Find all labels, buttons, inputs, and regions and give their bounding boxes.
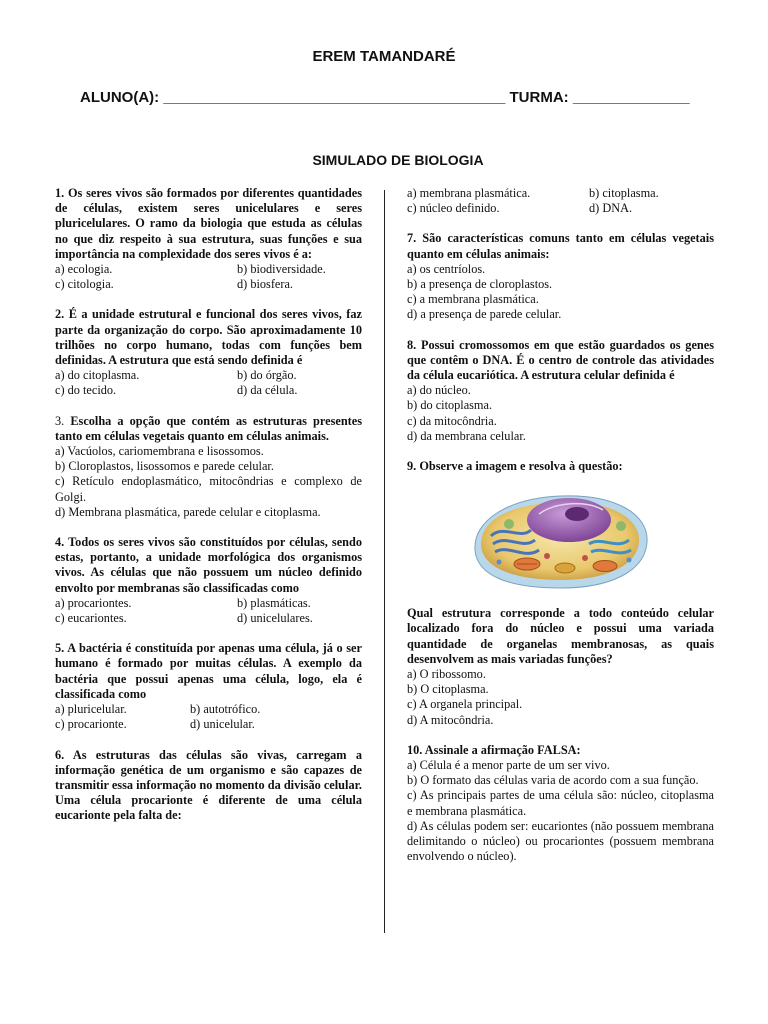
question-8	[407, 338, 714, 444]
question-stem	[407, 338, 714, 384]
option-a[interactable]: a) do citoplasma.	[55, 368, 140, 383]
option-d[interactable]: d) unicelulares.	[237, 611, 313, 626]
option-c[interactable]: c) Retículo endoplasmático, mitocôndrias e complexo de Golgi.	[55, 474, 362, 504]
option-d[interactable]: d) As células podem ser: eucariontes (não possuem membrana delimitando o núcleo) ou procariontes (possuem membrana envolvendo o núcleo).	[407, 818, 714, 864]
option-a[interactable]: a) Vacúolos, cariomembrana e lisossomos.	[55, 444, 264, 459]
question-number: 7.	[407, 231, 417, 246]
student-name-class-line: ALUNO(A): _________________________________________ TURMA: ______________	[80, 89, 690, 106]
question-9	[407, 459, 714, 728]
question-number: 1.	[55, 186, 65, 200]
option-a[interactable]: a) pluricelular.	[55, 702, 127, 717]
question-text: Observe a imagem e resolva à questão:	[419, 459, 623, 474]
option-d[interactable]: d) Membrana plasmática, parede celular e citoplasma.	[55, 504, 321, 519]
question-text: Escolha a opção que contém as estruturas presentes tanto em células vegetais quanto em células animais.	[55, 413, 363, 443]
question-stem	[55, 535, 362, 596]
option-a[interactable]: a) ecologia.	[55, 262, 113, 277]
question-7	[407, 231, 714, 322]
question-number: 4.	[55, 535, 65, 550]
question-stem	[55, 186, 362, 262]
option-c[interactable]: c) núcleo definido.	[407, 201, 500, 216]
question-text: As estruturas das células são vivas, carregam a informação genética de um organismo e são capazes de transmitir essa informação no momento da divisão celular. Uma célula procarionte é diferente de uma célula eucarionte pela falta de:	[55, 747, 362, 823]
question-9-prompt: Qual estrutura corresponde a todo conteúdo celular localizado fora do núcleo e possui uma variada quantidade de organelas membranosas, as quais desenvolvem as mais variadas funções?	[407, 606, 714, 666]
option-a[interactable]: a) do núcleo.	[407, 383, 471, 398]
question-number: 5.	[55, 641, 65, 656]
options-list	[407, 186, 714, 216]
option-a[interactable]: a) O ribossomo.	[407, 667, 486, 682]
option-a[interactable]: a) os centríolos.	[407, 261, 486, 276]
option-b[interactable]: b) a presença de cloroplastos.	[407, 277, 553, 292]
question-text: São características comuns tanto em células vegetais quanto em células animais:	[407, 231, 714, 261]
question-text: Os seres vivos são formados por diferentes quantidades de células, existem seres unicelulares e seres pluricelulares. O ramo da biologia que estuda as células no que diz respeito à sua estrutura, suas funções e sua importância na complexidade dos seres vivos é a:	[55, 186, 362, 261]
option-c[interactable]: c) eucariontes.	[55, 611, 127, 626]
question-stem	[55, 748, 362, 824]
option-b[interactable]: b) citoplasma.	[589, 186, 659, 200]
option-a[interactable]: a) membrana plasmática.	[407, 186, 531, 200]
question-text: Todos os seres vivos são constituídos por células, sendo estas, portanto, a unidade morfológica dos organismos vivos. As células que não possuem um núcleo definido envolto por membranas são classificadas como	[55, 535, 362, 595]
options-list	[55, 262, 362, 292]
question-3	[55, 414, 362, 520]
question-number: 3.	[55, 413, 65, 428]
question-number: 10.	[407, 742, 423, 757]
option-c[interactable]: c) citologia.	[55, 277, 114, 292]
animal-cell-illustration	[469, 480, 653, 592]
option-b[interactable]: b) plasmáticas.	[237, 595, 311, 610]
option-a[interactable]: a) procariontes.	[55, 595, 132, 610]
column-divider	[384, 190, 385, 933]
question-10	[407, 743, 714, 865]
option-c[interactable]: c) a membrana plasmática.	[407, 292, 539, 307]
option-d[interactable]: d) DNA.	[589, 201, 633, 216]
question-stem	[407, 231, 714, 261]
option-d[interactable]: d) unicelular.	[190, 717, 255, 732]
option-c[interactable]: c) do tecido.	[55, 383, 117, 398]
question-stem	[407, 743, 714, 758]
option-b[interactable]: b) do órgão.	[237, 368, 297, 383]
question-text: Possui cromossomos em que estão guardados os genes que contêm o DNA. É o centro de controle das atividades da célula eucariótica. A estrutura celular definida é	[407, 337, 714, 383]
question-number: 2.	[55, 307, 65, 322]
option-b[interactable]: b) Cloroplastos, lisossomos e parede celular.	[55, 459, 274, 474]
option-c[interactable]: c) A organela principal.	[407, 697, 523, 712]
options-list	[55, 596, 362, 626]
options-list	[55, 702, 362, 732]
option-b[interactable]: b) autotrófico.	[190, 702, 261, 717]
option-c[interactable]: c) As principais partes de uma célula são: núcleo, citoplasma e membrana plasmática.	[407, 788, 714, 818]
option-c[interactable]: c) procarionte.	[55, 717, 127, 732]
options-list	[55, 368, 362, 398]
option-d[interactable]: d) da membrana celular.	[407, 428, 526, 443]
question-4	[55, 535, 362, 626]
question-number: 9.	[407, 459, 417, 474]
option-d[interactable]: d) A mitocôndria.	[407, 712, 494, 727]
question-stem	[55, 414, 362, 444]
question-text: A bactéria é constituída por apenas uma célula, já o ser humano é formado por muitas células. A exemplo da bactéria que possui apenas uma célula, logo, ela é classificada como	[55, 641, 362, 701]
exam-title: SIMULADO DE BIOLOGIA	[312, 152, 484, 168]
question-6-options	[407, 186, 714, 216]
question-stem	[407, 459, 714, 474]
question-2	[55, 307, 362, 398]
question-stem	[55, 307, 362, 368]
question-stem	[55, 641, 362, 702]
option-c[interactable]: c) da mitocôndria.	[407, 413, 497, 428]
option-d[interactable]: d) da célula.	[237, 383, 298, 398]
option-d[interactable]: d) biosfera.	[237, 277, 293, 292]
question-6	[55, 748, 362, 824]
question-text: É a unidade estrutural e funcional dos seres vivos, faz parte da organização do corpo. São aproximadamente 10 trilhões no corpo humano, todas com funções bem definidas. A estrutura que está sendo definida é	[55, 307, 362, 368]
left-column	[55, 186, 362, 839]
question-number: 8.	[407, 337, 417, 352]
question-1	[55, 186, 362, 292]
option-b[interactable]: b) do citoplasma.	[407, 398, 493, 413]
right-column	[407, 186, 714, 880]
option-d[interactable]: d) a presença de parede celular.	[407, 307, 562, 322]
question-text: Assinale a afirmação FALSA:	[424, 742, 581, 757]
option-a[interactable]: a) Célula é a menor parte de um ser vivo.	[407, 758, 610, 773]
option-b[interactable]: b) O formato das células varia de acordo com a sua função.	[407, 773, 699, 788]
option-b[interactable]: b) O citoplasma.	[407, 682, 489, 697]
school-name: EREM TAMANDARÉ	[312, 48, 456, 65]
question-5	[55, 641, 362, 732]
option-b[interactable]: b) biodiversidade.	[237, 262, 326, 277]
question-number: 6.	[55, 747, 65, 762]
